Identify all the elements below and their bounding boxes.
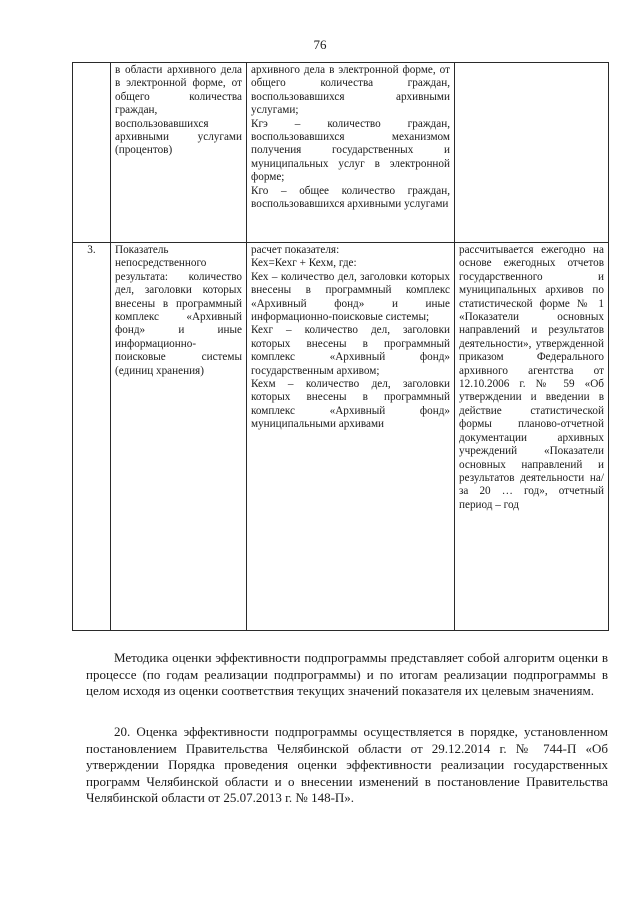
row-number-cell xyxy=(73,63,111,243)
table-row xyxy=(73,63,609,243)
row-number-cell xyxy=(73,243,111,631)
row-number: 3. xyxy=(87,244,96,256)
evaluation-paragraph xyxy=(86,724,608,807)
calculation-cell xyxy=(247,63,455,243)
methodology-paragraph xyxy=(86,650,608,700)
indicator-text: Показатель непосредственного результата: количество дел, заголовки которых внесены в программный комплекс «Архивный фонд» и иные информационно-поисковые системы (единиц хранения) xyxy=(115,244,242,377)
calculation-text: расчет показателя: Кех=Кехг + Кехм, где: Кех – количество дел, заголовки которых внесены в программный комплекс «Архивный фонд» и иные информационно-поисковые системы; Кехг – количество дел, заголовки которых внесены в программный комплекс «Архивный фонд» государственным архивом; Кехм – количество дел, заголовки которых внесены в программный комплекс «Архивный фонд» муниципальными архивами xyxy=(251,244,450,431)
indicator-text: в области архивного дела в электронной форме, от общего количества граждан, воспользовавшихся архивными услугами (процентов) xyxy=(115,64,242,157)
indicator-cell xyxy=(111,243,247,631)
source-text: рассчитывается ежегодно на основе ежегодных отчетов государственного и муниципальных архивов по статистической форме № 1 «Показатели основных направлений и результатов деятельности», утвержденной приказом Федерального архивного агентства от 12.10.2006 г. № 59 «Об утверждении и введении в действие статистической формы планово-отчетной документации архивных учреждений «Показатели основных направлений и результатов деятельности на/за 20 … год», отчетный период – год xyxy=(459,244,604,511)
paragraph-text: 20. Оценка эффективности подпрограммы осуществляется в порядке, установленном постановлением Правительства Челябинской области от 29.12.2014 г. № 744-П «Об утверждении Порядка проведения оценки эффективности реализации государственных программ Челябинской области и о внесении изменений в постановление Правительства Челябинской области от 25.07.2013 г. № 148-П». xyxy=(86,724,608,806)
calculation-cell xyxy=(247,243,455,631)
indicator-cell xyxy=(111,63,247,243)
calculation-text: архивного дела в электронной форме, от общего количества граждан, воспользовавшихся архивными услугами; Кгэ – количество граждан, воспользовавшихся механизмом получения государственных и муниципальных услуг в электронной форме; Кго – общее количество граждан, воспользовавшихся архивными услугами xyxy=(251,64,450,211)
source-cell xyxy=(455,243,609,631)
source-cell xyxy=(455,63,609,243)
page-number: 76 xyxy=(313,37,327,52)
indicators-table xyxy=(72,62,609,631)
table-row xyxy=(73,243,609,631)
paragraph-text: Методика оценки эффективности подпрограммы представляет собой алгоритм оценки в процессе (по годам реализации подпрограммы) и по итогам реализации подпрограммы в целом исходя из оценки соответствия текущих значений показателя их целевым значениям. xyxy=(86,650,608,699)
